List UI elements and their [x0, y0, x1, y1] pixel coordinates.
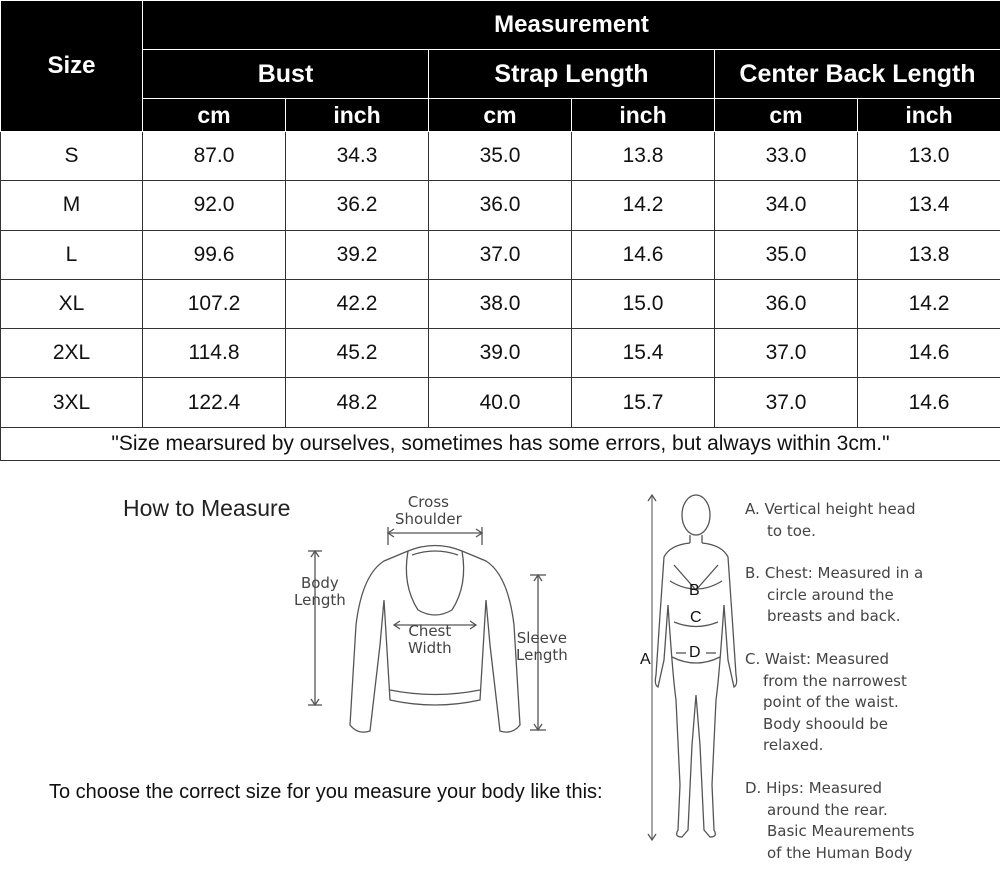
value-cell: 37.0 — [429, 230, 572, 279]
unit-header: inch — [286, 99, 429, 132]
table-row — [1, 329, 1000, 378]
marker-a: A — [640, 651, 651, 668]
value-cell: 35.0 — [429, 132, 572, 181]
body-figure-diagram — [630, 485, 740, 865]
value-cell: 13.4 — [858, 181, 1000, 230]
value-cell: 38.0 — [429, 279, 572, 328]
value-cell: 107.2 — [143, 279, 286, 328]
size-cell: M — [1, 181, 143, 230]
value-cell: 36.0 — [715, 279, 858, 328]
value-cell: 13.0 — [858, 132, 1000, 181]
size-cell: XL — [1, 279, 143, 328]
size-column-header: Size — [1, 1, 143, 132]
value-cell: 37.0 — [715, 378, 858, 427]
value-cell: 92.0 — [143, 181, 286, 230]
value-cell: 36.2 — [286, 181, 429, 230]
head-outline — [682, 495, 710, 535]
how-to-measure-title: How to Measure — [123, 495, 291, 521]
size-cell: S — [1, 132, 143, 181]
unit-header: cm — [429, 99, 572, 132]
cross-shoulder-label: Cross Shoulder — [395, 493, 462, 528]
instruction-text: To choose the correct size for you measure your body like this: — [49, 781, 603, 803]
value-cell: 15.4 — [572, 329, 715, 378]
legend-chest: B. Chest: Measured in a circle around the breasts and back. — [745, 564, 924, 625]
value-cell: 14.6 — [858, 329, 1000, 378]
bust-header: Bust — [143, 50, 429, 99]
table-row — [1, 279, 1000, 328]
unit-header: cm — [715, 99, 858, 132]
marker-d: D — [689, 644, 701, 661]
value-cell: 37.0 — [715, 329, 858, 378]
value-cell: 114.8 — [143, 329, 286, 378]
value-cell: 14.6 — [572, 230, 715, 279]
table-row — [1, 378, 1000, 427]
body-length-label: Body Length — [294, 574, 346, 609]
value-cell: 13.8 — [858, 230, 1000, 279]
table-row — [1, 181, 1000, 230]
value-cell: 122.4 — [143, 378, 286, 427]
legend-height: A. Vertical height head to toe. — [745, 500, 916, 540]
measurement-disclaimer: "Size mearsured by ourselves, sometimes has some errors, but always within 3cm." — [1, 427, 1000, 460]
value-cell: 13.8 — [572, 132, 715, 181]
value-cell: 48.2 — [286, 378, 429, 427]
value-cell: 45.2 — [286, 329, 429, 378]
center-back-length-header: Center Back Length — [715, 50, 1000, 99]
size-cell: L — [1, 230, 143, 279]
size-cell: 2XL — [1, 329, 143, 378]
table-row — [1, 132, 1000, 181]
size-cell: 3XL — [1, 378, 143, 427]
value-cell: 35.0 — [715, 230, 858, 279]
legend-waist: C. Waist: Measured from the narrowest point of the waist. Body shoould be relaxed. — [745, 650, 907, 754]
value-cell: 36.0 — [429, 181, 572, 230]
marker-b: B — [689, 582, 700, 599]
sleeve-length-label: Sleeve Length — [516, 629, 568, 664]
value-cell: 14.2 — [572, 181, 715, 230]
value-cell: 39.2 — [286, 230, 429, 279]
measurement-header: Measurement — [143, 1, 1000, 50]
marker-c: C — [690, 609, 702, 626]
table-row — [1, 230, 1000, 279]
value-cell: 34.0 — [715, 181, 858, 230]
unit-header: inch — [858, 99, 1000, 132]
value-cell: 33.0 — [715, 132, 858, 181]
note-row — [1, 427, 1000, 460]
value-cell: 42.2 — [286, 279, 429, 328]
value-cell: 14.6 — [858, 378, 1000, 427]
value-cell: 14.2 — [858, 279, 1000, 328]
value-cell: 34.3 — [286, 132, 429, 181]
unit-header: inch — [572, 99, 715, 132]
value-cell: 87.0 — [143, 132, 286, 181]
value-cell: 40.0 — [429, 378, 572, 427]
legend-hips: D. Hips: Measured around the rear. Basic Meaurements of the Human Body — [745, 779, 915, 862]
strap-length-header: Strap Length — [429, 50, 715, 99]
unit-header: cm — [143, 99, 286, 132]
value-cell: 39.0 — [429, 329, 572, 378]
value-cell: 15.7 — [572, 378, 715, 427]
value-cell: 99.6 — [143, 230, 286, 279]
value-cell: 15.0 — [572, 279, 715, 328]
chest-width-label: Chest Width — [408, 622, 452, 657]
